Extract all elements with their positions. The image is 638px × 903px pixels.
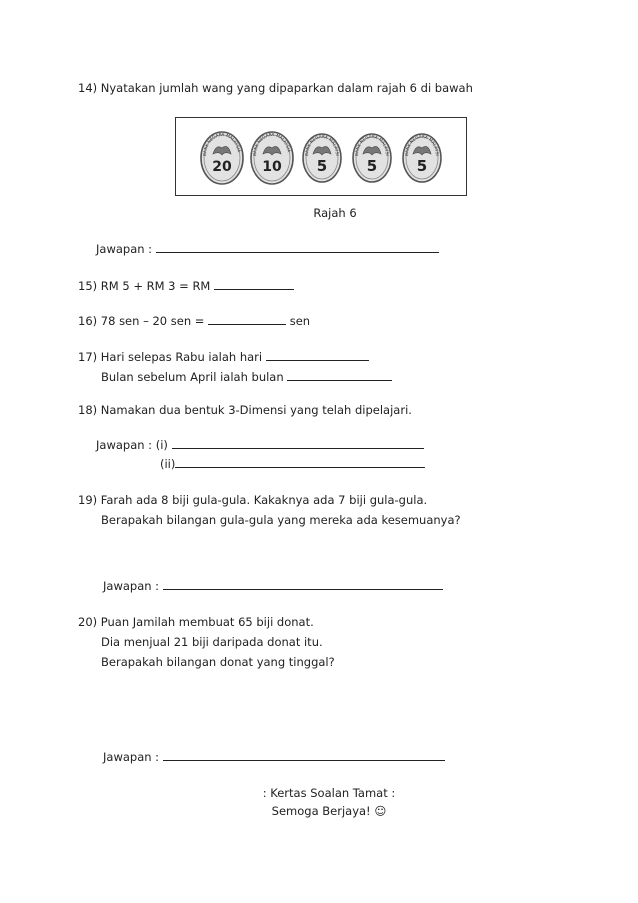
question-19-line-1: 19) Farah ada 8 biji gula-gula. Kakaknya ada 7 biji gula-gula. (78, 493, 428, 507)
question-17-text-2: Bulan sebelum April ialah bulan (101, 370, 284, 384)
coin-bank-text: BANK NEGARA MALAYSI (353, 133, 391, 157)
answer-line-18-ii (160, 457, 425, 471)
coin-10-sen (251, 132, 293, 184)
answer-blank-17a[interactable] (266, 350, 369, 361)
answer-blank-15[interactable] (214, 279, 294, 290)
answer-label: Jawapan : (103, 579, 160, 593)
answer-blank-16[interactable] (208, 314, 286, 325)
coin-value-text: 5 (366, 157, 378, 175)
answer-blank-19[interactable] (163, 579, 443, 590)
answer-line-19 (103, 579, 443, 593)
question-17-line-1 (78, 350, 369, 364)
coin-bank-text: BANK NEGARA MALAYSIA (251, 131, 292, 157)
coin-value-text: 10 (262, 159, 282, 175)
answer-blank-18-i[interactable] (172, 438, 424, 449)
question-16-unit: sen (289, 314, 311, 328)
question-20-line-1: 20) Puan Jamilah membuat 65 biji donat. (78, 615, 314, 629)
answer-label: Jawapan : (103, 750, 160, 764)
coin-bank-text: BANK NEGARA MALAYSI (303, 133, 341, 157)
question-20-line-2: Dia menjual 21 biji daripada donat itu. (101, 635, 323, 649)
coin-bank-text: BANK NEGARA MALAYSI (403, 133, 441, 157)
answer-label: Jawapan : (96, 438, 153, 452)
answer-line-14 (96, 242, 439, 256)
coin-value-text: 5 (416, 157, 428, 175)
answer-line-20 (103, 750, 445, 764)
question-18: 18) Namakan dua bentuk 3-Dimensi yang telah dipelajari. (78, 403, 412, 417)
coin-20-sen (201, 132, 243, 184)
question-15 (78, 279, 294, 293)
answer-line-18-i (96, 438, 424, 452)
question-14: 14) Nyatakan jumlah wang yang dipaparkan dalam rajah 6 di bawah (78, 81, 473, 95)
question-17-line-2 (101, 370, 392, 384)
figure-caption: Rajah 6 (313, 206, 357, 220)
end-of-paper: : Kertas Soalan Tamat : (262, 786, 396, 800)
answer-label: Jawapan : (96, 242, 153, 256)
coins-illustration (176, 118, 466, 195)
question-17-text-1: 17) Hari selepas Rabu ialah hari (78, 350, 263, 364)
answer-blank-20[interactable] (163, 750, 445, 761)
option-i-label: (i) (155, 438, 168, 452)
question-19-line-2: Berapakah bilangan gula-gula yang mereka ada kesemuanya? (101, 513, 461, 527)
coin-value-text: 5 (316, 157, 328, 175)
question-16-text: 16) 78 sen – 20 sen = (78, 314, 205, 328)
coin-figure-frame (175, 117, 467, 196)
question-15-text: 15) RM 5 + RM 3 = RM (78, 279, 211, 293)
answer-blank-17b[interactable] (287, 370, 392, 381)
answer-blank-14[interactable] (156, 242, 439, 253)
coin-value-text: 20 (212, 159, 232, 175)
question-20-line-3: Berapakah bilangan donat yang tinggal? (101, 655, 335, 669)
good-luck-message: Semoga Berjaya! ☺ (271, 804, 387, 818)
question-16 (78, 314, 310, 328)
option-ii-label: (ii) (160, 457, 176, 471)
answer-blank-18-ii[interactable] (175, 457, 425, 468)
coin-bank-text: BANK NEGARA MALAYSIA (201, 131, 242, 157)
